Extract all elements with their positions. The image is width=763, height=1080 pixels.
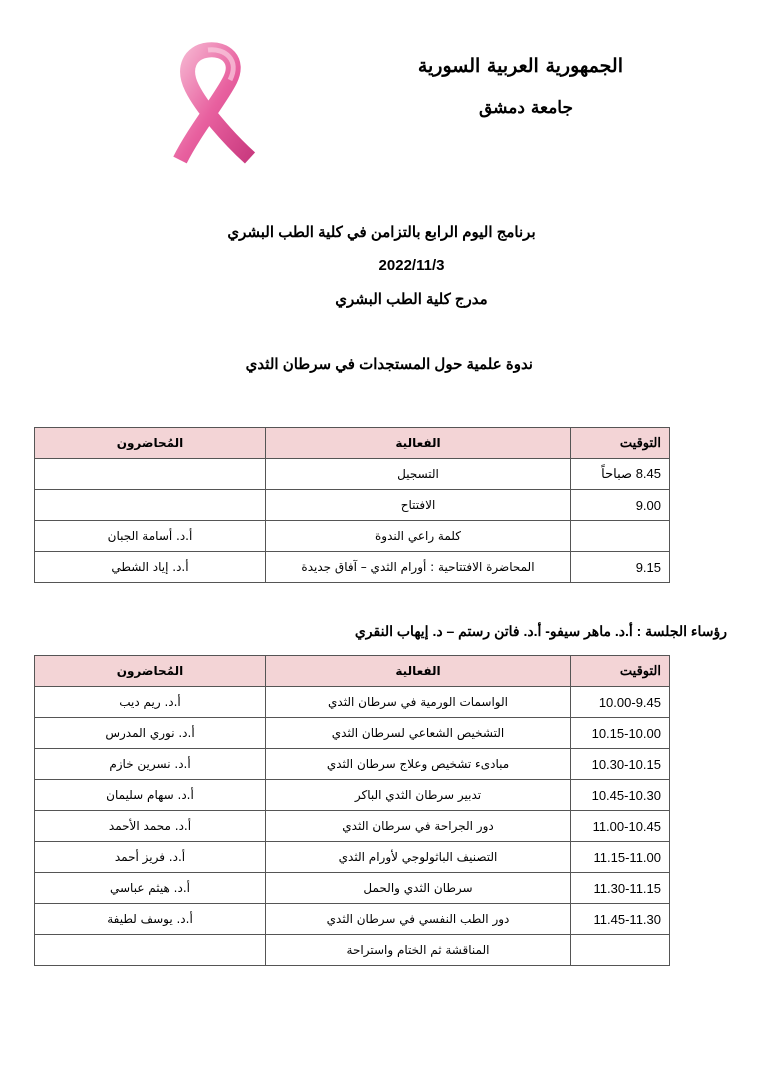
row-activity: التصنيف الباثولوجي لأورام الثدي [266, 842, 571, 873]
table-row [35, 811, 670, 842]
row-activity: تدبير سرطان الثدي الباكر [266, 780, 571, 811]
table-row [35, 490, 670, 521]
row-activity: التشخيص الشعاعي لسرطان الثدي [266, 718, 571, 749]
row-lecturer [35, 490, 266, 521]
row-time [571, 935, 670, 966]
session-chairs: رؤساء الجلسة : أ.د. ماهر سيفو- أ.د. فاتن رستم – د. إيهاب النقري [354, 623, 727, 639]
program-title: برنامج اليوم الرابع بالتزامن في كلية الطب البشري [227, 224, 536, 241]
row-lecturer: أ.د. محمد الأحمد [35, 811, 266, 842]
row-lecturer: أ.د. إياد الشطي [35, 552, 266, 583]
row-time [571, 521, 670, 552]
program-venue: مدرج كلية الطب البشري [335, 291, 488, 308]
row-time: 9.15 [571, 552, 670, 583]
row-activity: التسجيل [266, 459, 571, 490]
table-row [35, 552, 670, 583]
row-time: 11.15-11.00 [571, 842, 670, 873]
row-time: 10.30-10.15 [571, 749, 670, 780]
row-activity: سرطان الثدي والحمل [266, 873, 571, 904]
row-time: 11.45-11.30 [571, 904, 670, 935]
row-time: 10.00-9.45 [571, 687, 670, 718]
row-activity: المناقشة ثم الختام واستراحة [266, 935, 571, 966]
row-activity: الافتتاح [266, 490, 571, 521]
table-row [35, 904, 670, 935]
university-name: جامعة دمشق [478, 98, 573, 118]
row-lecturer [35, 935, 266, 966]
row-time: 10.15-10.00 [571, 718, 670, 749]
table-header-row [35, 656, 670, 687]
row-lecturer: أ.د. يوسف لطيفة [35, 904, 266, 935]
opening-schedule-table [34, 427, 670, 583]
row-time: 8.45 صباحاً [571, 459, 670, 490]
table-row [35, 780, 670, 811]
table-row [35, 873, 670, 904]
row-activity: مبادىء تشخيص وعلاج سرطان الثدي [266, 749, 571, 780]
row-lecturer: أ.د. أسامة الجبان [35, 521, 266, 552]
row-activity: كلمة راعي الندوة [266, 521, 571, 552]
row-time: 11.00-10.45 [571, 811, 670, 842]
row-lecturer [35, 459, 266, 490]
session-schedule-table [34, 655, 670, 966]
row-time: 9.00 [571, 490, 670, 521]
table-row [35, 935, 670, 966]
table-row [35, 749, 670, 780]
row-time: 10.45-10.30 [571, 780, 670, 811]
column-header-time: التوقيت [571, 428, 670, 459]
column-header-lecturers: المُحاضرون [35, 428, 266, 459]
column-header-time: التوقيت [571, 656, 670, 687]
row-activity: دور الطب النفسي في سرطان الثدي [266, 904, 571, 935]
row-lecturer: أ.د. سهام سليمان [35, 780, 266, 811]
row-lecturer: أ.د. نسرين خازم [35, 749, 266, 780]
column-header-activity: الفعالية [266, 428, 571, 459]
country-name: الجمهورية العربية السورية [417, 55, 623, 77]
row-lecturer: أ.د. ريم ديب [35, 687, 266, 718]
pink-ribbon-logo [150, 40, 265, 170]
row-activity: دور الجراحة في سرطان الثدي [266, 811, 571, 842]
seminar-title: ندوة علمية حول المستجدات في سرطان الثدي [245, 356, 533, 373]
row-time: 11.30-11.15 [571, 873, 670, 904]
program-date: 2022/11/3 [378, 257, 445, 274]
table-header-row [35, 428, 670, 459]
row-lecturer: أ.د. هيثم عباسي [35, 873, 266, 904]
table-row [35, 718, 670, 749]
row-lecturer: أ.د. نوري المدرس [35, 718, 266, 749]
table-row [35, 521, 670, 552]
row-activity: الواسمات الورمية في سرطان الثدي [266, 687, 571, 718]
row-activity: المحاضرة الافتتاحية : أورام الثدي – آفاق جديدة [266, 552, 571, 583]
table-row [35, 459, 670, 490]
column-header-lecturers: المُحاضرون [35, 656, 266, 687]
row-lecturer: أ.د. فريز أحمد [35, 842, 266, 873]
column-header-activity: الفعالية [266, 656, 571, 687]
table-row [35, 687, 670, 718]
table-row [35, 842, 670, 873]
